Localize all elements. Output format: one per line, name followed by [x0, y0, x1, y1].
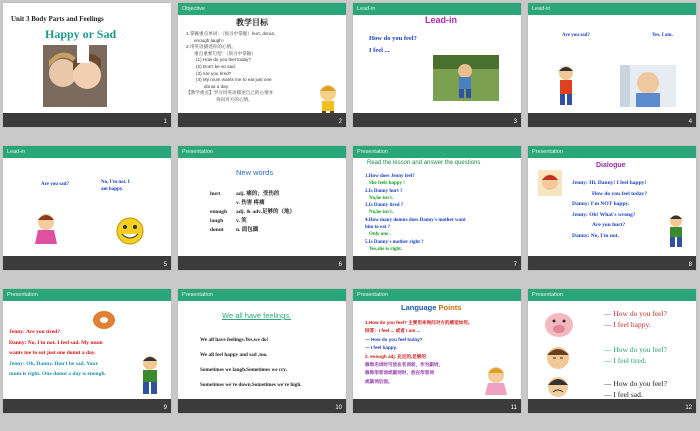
slide-title: 教学目标	[236, 18, 268, 27]
section-tag: Lead-in	[353, 3, 521, 15]
word: laugh	[210, 218, 224, 224]
poem-line: Sometimes we're down.Sometimes we're high.	[200, 382, 302, 388]
slide-number: 2	[338, 119, 342, 125]
poem-line: We all have feelings.Yes,we do!	[200, 337, 269, 343]
dialogue-line: wants me to eat just one donut a day.	[9, 350, 96, 356]
point-line: 1.How do you feel? 主要用来询问对方的感觉如何。	[365, 320, 473, 325]
question-line: 5.Is Danny's mother right ?	[365, 239, 424, 245]
title-part: Language	[401, 303, 437, 312]
dialogue-line: Danny: No, I'm not. I feel sad. My mum	[9, 339, 103, 346]
definition: v. 伤害 疼痛	[236, 200, 265, 206]
slide-10[interactable]	[178, 289, 346, 413]
objective-line: (1) How do you feel today?	[196, 57, 251, 63]
definition: v. 笑	[236, 218, 247, 224]
point-line: 回答：I feel ... 或者 I am ...	[365, 328, 421, 334]
slide-5[interactable]	[3, 146, 171, 270]
point-line: 修饰名词时可放在名词前，作为副词，	[365, 362, 444, 368]
objective-line: (2) Don't be so sad.	[196, 63, 236, 69]
point-line: 修饰形容词或副词时，放在形容词	[365, 370, 434, 376]
objective-line: enough,laugh）	[194, 37, 227, 43]
slide-title: Dialogue	[596, 162, 626, 169]
dialogue-line: Jenny: Hi, Danny! I feel happy!	[572, 180, 647, 186]
section-tag: Lead-in	[528, 3, 696, 15]
answer-text: Yes, I am.	[652, 33, 673, 38]
lesson-title: Happy or Sad	[45, 27, 117, 41]
slide-12[interactable]	[528, 289, 696, 413]
objective-line: 2.用英语描述你的心情。	[186, 44, 236, 50]
answer-happy: — I feel happy.	[604, 320, 651, 329]
section-tag: Presentation	[178, 146, 346, 158]
definition: n. 面包圈	[236, 227, 259, 233]
point-line: — I feel happy.	[365, 345, 398, 351]
slide-number: 7	[513, 262, 517, 268]
section-tag: Presentation	[528, 289, 696, 301]
slide-4[interactable]	[528, 3, 696, 127]
slide-title: Read the lesson and answer the questions	[367, 160, 481, 166]
title-part: Points	[436, 303, 462, 312]
question-line: 1.How does Jenny feel?	[365, 174, 415, 179]
dialogue-line: Jenny: Are you tired?	[9, 329, 60, 335]
answer-tired: — I feel tired.	[604, 356, 647, 365]
slide-title: We all have feelings.	[222, 311, 292, 320]
smiley-face-icon	[113, 216, 147, 246]
sad-child-icon	[544, 375, 572, 399]
slide-number: 3	[513, 119, 517, 125]
dialogue-line: Jenny: Oh! What's wrong?	[572, 211, 636, 218]
faces-photo	[43, 45, 107, 107]
dialogue-line: Are you hurt?	[592, 222, 626, 228]
section-tag: Presentation	[353, 146, 521, 158]
point-line: — How do you feel today?	[365, 336, 423, 342]
question-line: 3.Is Danny tired ?	[365, 203, 404, 209]
answer-text-line2: am happy.	[101, 187, 124, 192]
slide-7[interactable]	[353, 146, 521, 270]
slide-number: 1	[163, 119, 167, 125]
slide-number: 6	[338, 262, 342, 268]
girl-cartoon-icon	[33, 212, 59, 248]
girl-avatar-icon	[538, 170, 562, 196]
question-text: How do you feel?	[369, 35, 417, 42]
section-tag: Presentation	[3, 289, 171, 301]
section-tag: Objective	[178, 3, 346, 15]
objective-line: 询问对方的心情。	[216, 96, 253, 102]
crying-boy-photo	[620, 65, 676, 107]
section-tag: Presentation	[528, 146, 696, 158]
dialogue-line: Danny: I'm NOT happy.	[572, 201, 630, 207]
slide-number: 5	[163, 262, 167, 268]
slide-3[interactable]	[353, 3, 521, 127]
boy-cartoon-icon	[556, 65, 576, 107]
objective-line: donut a day.	[204, 83, 229, 89]
objective-line: 1.掌握重点单词：（预习中掌握）hurt, donut,	[186, 31, 276, 36]
slide-number: 4	[688, 119, 692, 125]
point-line: 或副词后面。	[365, 378, 393, 384]
slide-title	[401, 303, 461, 312]
question-text: Are you sad?	[562, 33, 590, 38]
slide-title: Lead-in	[425, 15, 458, 25]
objective-line: (4) My mum wants me to eat just one	[196, 77, 272, 83]
slide-number: 11	[510, 405, 517, 411]
dialogue-line: How do you feel today?	[592, 190, 647, 197]
unit-title: Unit 3 Body Parts and Feelings	[11, 15, 104, 23]
answer-line: Only one .	[369, 232, 391, 238]
boy-cartoon-icon	[139, 355, 161, 395]
answer-line: Yes,she is right.	[369, 246, 403, 252]
poem-line: Sometimes we laugh.Sometimes we cry.	[200, 367, 288, 373]
answer-sad: — I feel sad.	[604, 390, 643, 399]
slide-2[interactable]	[178, 3, 346, 127]
girl-cartoon-icon	[481, 365, 511, 397]
objective-line: 【教学重点】学习用英语描述自己的心情并	[186, 90, 274, 96]
happy-pig-icon	[542, 309, 576, 339]
section-tag: Presentation	[353, 289, 521, 301]
question-sad: — How do you feel?	[604, 379, 667, 388]
slide-number: 8	[688, 262, 692, 268]
question-line: 2.Is Danny hurt ?	[365, 188, 403, 194]
section-tag: Presentation	[178, 289, 346, 301]
boy-running-photo	[433, 55, 499, 101]
answer-text-line1: No, I'm not. I	[101, 180, 130, 185]
slide-1[interactable]	[3, 3, 171, 127]
slide-number: 9	[163, 405, 167, 411]
answer-line: She feels happy !	[369, 181, 405, 187]
slide-6[interactable]	[178, 146, 346, 270]
point-line: 2. enough adj. 充足的,足够的	[365, 353, 426, 359]
word: enough	[210, 209, 228, 215]
objective-line: 重点重要句型：（预习中掌握）	[194, 50, 257, 56]
dialogue-line: Danny: No, I'm not.	[572, 232, 619, 239]
slide-number: 10	[335, 405, 342, 411]
tired-boy-icon	[544, 345, 572, 371]
answer-text: I feel ...	[369, 47, 390, 54]
word: hurt	[210, 191, 221, 197]
slide-title: New words	[236, 168, 274, 177]
definition: adj. 痛的；受伤的	[236, 191, 280, 197]
word: donut	[210, 227, 224, 233]
slide-9[interactable]	[3, 289, 171, 413]
slide-8[interactable]	[528, 146, 696, 270]
dialogue-line: Jenny: Oh, Danny. Don't be sad. Your	[9, 360, 98, 367]
question-line: 4.How many donuts does Danny's mother want	[365, 217, 466, 223]
question-line: him to eat ?	[365, 225, 391, 231]
question-tired: — How do you feel?	[604, 345, 667, 354]
answer-line: No,he isn't.	[369, 210, 394, 216]
question-text: Are you sad?	[41, 182, 69, 187]
section-tag: Lead-in	[3, 146, 171, 158]
slide-11[interactable]	[353, 289, 521, 413]
question-happy: — How do you feel?	[604, 309, 667, 318]
boy-cartoon-icon	[666, 214, 686, 248]
answer-line: No,he isn't.	[369, 195, 394, 201]
definition: adj. & adv.足够的（地）	[236, 209, 295, 215]
poem-line: We all feel happy and sad ,too.	[200, 352, 268, 358]
girl-cartoon-icon	[314, 83, 342, 115]
slide-number: 12	[685, 405, 692, 411]
dialogue-line: mum is right. One donut a day is enough.	[9, 371, 106, 377]
objective-line: (3) Are you tired?	[196, 70, 232, 76]
